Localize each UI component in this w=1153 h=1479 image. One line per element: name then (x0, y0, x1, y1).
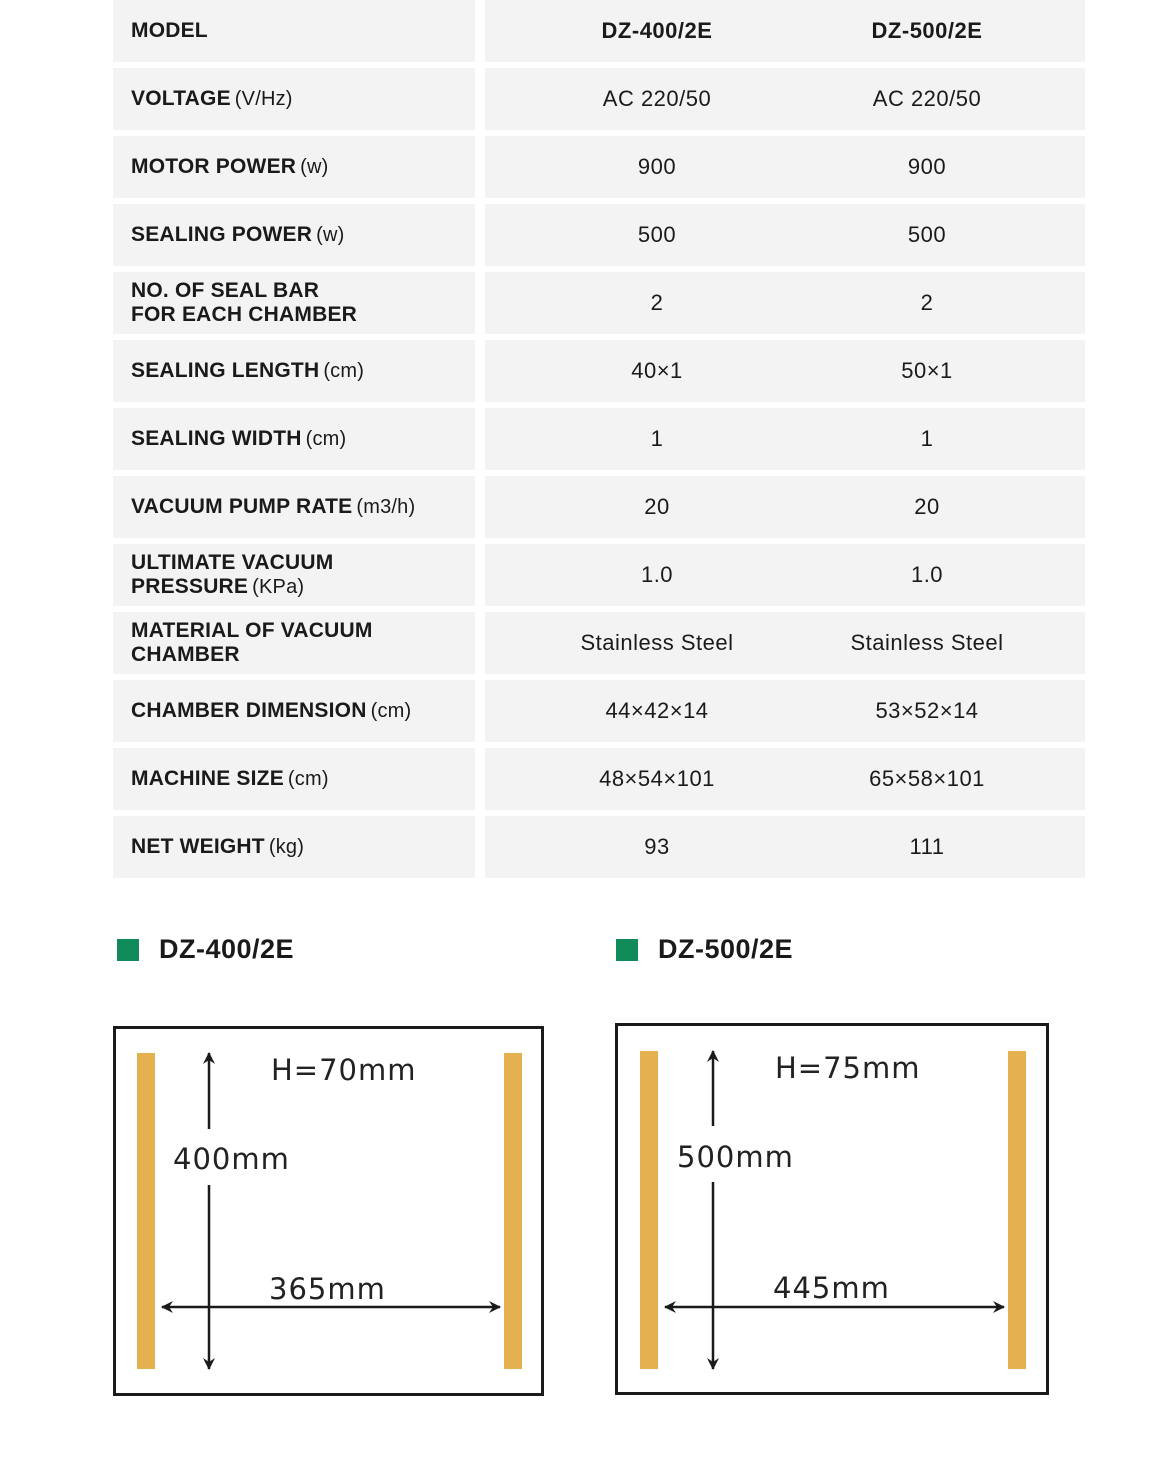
row-label-line2: PRESSURE (131, 575, 249, 598)
seal-bar-right (1008, 1051, 1026, 1369)
row-values-cell (485, 476, 1085, 538)
table-row (113, 408, 1085, 470)
value-model-a: 1 (650, 426, 664, 451)
row-label-cell (113, 68, 475, 130)
row-values-cell (485, 544, 1085, 606)
row-label-cell (113, 612, 475, 674)
chamber-diagram-b (615, 1023, 1049, 1395)
row-label-cell (113, 136, 475, 198)
table-row (113, 816, 1085, 878)
row-unit: (cm) (323, 360, 365, 382)
value-model-b: 50×1 (901, 358, 953, 383)
table-header-row (113, 0, 1085, 62)
table-row (113, 476, 1085, 538)
row-unit: (kg) (268, 836, 305, 858)
row-label-line1: NO. OF SEAL BAR (131, 279, 320, 302)
row-label-cell (113, 680, 475, 742)
row-unit: (KPa) (252, 576, 305, 598)
width-label: 365mm (269, 1272, 386, 1306)
value-model-a: 48×54×101 (599, 766, 715, 791)
height-label: H=75mm (775, 1051, 921, 1085)
value-model-b: 20 (914, 494, 940, 519)
value-model-a: 1.0 (640, 562, 674, 587)
row-values-cell (485, 68, 1085, 130)
value-model-a: 500 (637, 222, 677, 247)
row-label: CHAMBER DIMENSION (131, 699, 367, 722)
chamber-diagram-svg (116, 1029, 541, 1393)
value-model-a: 44×42×14 (605, 698, 709, 723)
value-model-b: 65×58×101 (869, 766, 985, 791)
value-model-b: Stainless Steel (850, 630, 1004, 655)
value-model-a: Stainless Steel (580, 630, 734, 655)
table-row (113, 340, 1085, 402)
diagram-title-b (616, 934, 793, 965)
value-model-b: 53×52×14 (875, 698, 979, 723)
row-unit: (cm) (305, 428, 347, 450)
row-values-cell (485, 816, 1085, 878)
row-label: MACHINE SIZE (131, 767, 284, 790)
value-model-a: 40×1 (631, 358, 683, 383)
row-label-line1: MATERIAL OF VACUUM (131, 619, 373, 642)
row-label: SEALING LENGTH (131, 359, 320, 382)
width-label: 445mm (773, 1271, 890, 1305)
row-values-cell (485, 612, 1085, 674)
table-row (113, 544, 1085, 606)
diagram-title-text: DZ-500/2E (658, 934, 794, 964)
table-row (113, 68, 1085, 130)
row-label-cell (113, 408, 475, 470)
row-label-cell (113, 340, 475, 402)
table-row (113, 272, 1085, 334)
row-label-line1: ULTIMATE VACUUM (131, 551, 334, 574)
row-unit: (w) (316, 224, 345, 246)
row-label-line2: FOR EACH CHAMBER (131, 303, 358, 326)
value-model-b: 1 (920, 426, 934, 451)
row-label: VACUUM PUMP RATE (131, 495, 353, 518)
row-unit: (w) (300, 156, 329, 178)
header-values-cell (485, 0, 1085, 62)
table-row (113, 748, 1085, 810)
green-square-icon (616, 939, 638, 961)
row-values-cell (485, 204, 1085, 266)
row-label: NET WEIGHT (131, 835, 265, 858)
value-model-b: 111 (909, 834, 945, 859)
value-model-a: 2 (650, 290, 664, 315)
header-label-cell (113, 0, 475, 62)
row-values-cell (485, 272, 1085, 334)
row-label-cell (113, 748, 475, 810)
row-unit: (cm) (287, 768, 329, 790)
height-label: H=70mm (271, 1053, 417, 1087)
table-row (113, 612, 1085, 674)
value-model-a: 20 (644, 494, 670, 519)
header-model-a: DZ-400/2E (601, 18, 713, 43)
value-model-b: AC 220/50 (872, 86, 982, 111)
row-values-cell (485, 136, 1085, 198)
chamber-diagram-a (113, 1026, 544, 1396)
row-unit: (m3/h) (356, 496, 416, 518)
table-row (113, 204, 1085, 266)
row-label-cell (113, 476, 475, 538)
row-label: SEALING POWER (131, 223, 313, 246)
row-label-line2: CHAMBER (131, 643, 240, 666)
value-model-a: AC 220/50 (602, 86, 712, 111)
row-unit: (cm) (370, 700, 412, 722)
row-label-cell (113, 816, 475, 878)
row-label-cell (113, 544, 475, 606)
header-model-b: DZ-500/2E (871, 18, 983, 43)
value-model-a: 900 (637, 154, 677, 179)
value-model-b: 1.0 (910, 562, 944, 587)
row-values-cell (485, 748, 1085, 810)
seal-bar-right (504, 1053, 522, 1369)
row-values-cell (485, 408, 1085, 470)
diagram-title-a (117, 934, 294, 965)
row-label-cell (113, 272, 475, 334)
value-model-a: 93 (644, 834, 670, 859)
spec-table (113, 0, 1085, 884)
row-label: SEALING WIDTH (131, 427, 302, 450)
length-label: 400mm (173, 1142, 290, 1176)
diagram-title-text: DZ-400/2E (159, 934, 295, 964)
row-label: MOTOR POWER (131, 155, 297, 178)
header-label: MODEL (131, 19, 208, 42)
value-model-b: 900 (907, 154, 947, 179)
seal-bar-left (640, 1051, 658, 1369)
row-values-cell (485, 340, 1085, 402)
seal-bar-left (137, 1053, 155, 1369)
row-values-cell (485, 680, 1085, 742)
table-row (113, 680, 1085, 742)
length-label: 500mm (677, 1140, 794, 1174)
row-label-cell (113, 204, 475, 266)
value-model-b: 2 (920, 290, 934, 315)
value-model-b: 500 (907, 222, 947, 247)
row-unit: (V/Hz) (234, 88, 293, 110)
table-row (113, 136, 1085, 198)
chamber-diagram-svg (618, 1026, 1046, 1392)
row-label: VOLTAGE (131, 87, 231, 110)
green-square-icon (117, 939, 139, 961)
